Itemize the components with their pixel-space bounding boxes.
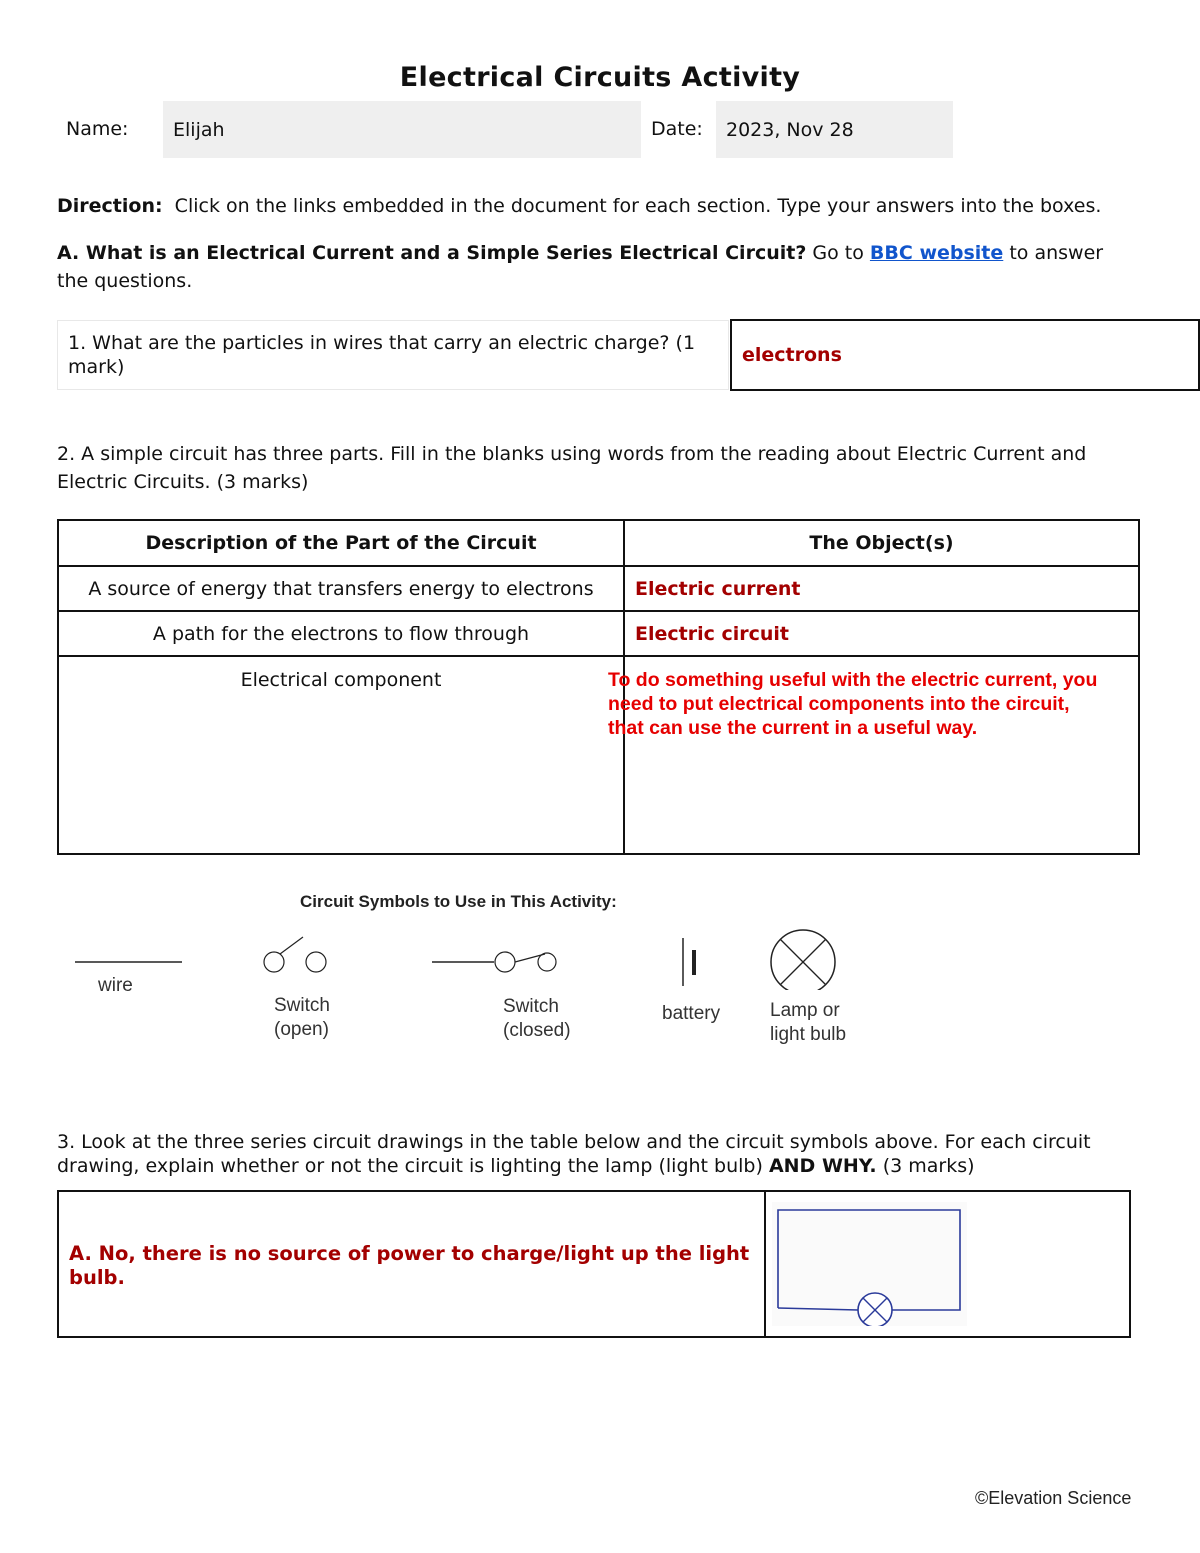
q3-answer-a[interactable]	[69, 1242, 749, 1290]
circuit-drawing-a	[772, 1202, 972, 1326]
name-field[interactable]: Elijah	[163, 101, 641, 158]
section-a-heading: A. What is an Electrical Current and a Simple Series Electrical Circuit?	[57, 242, 807, 264]
date-field[interactable]: 2023, Nov 28	[716, 101, 953, 158]
q3-line2-text: drawing, explain whether or not the circuit is lighting the lamp (light bulb)	[57, 1155, 763, 1177]
switch-open-label-1: Switch	[274, 995, 330, 1016]
lamp-icon	[771, 930, 835, 990]
lamp-label-2: light bulb	[770, 1024, 847, 1045]
q1-line1: 1. What are the particles in wires that carry an electric charge? (1	[68, 332, 696, 354]
q3-table	[57, 1190, 1131, 1338]
switch-open-icon	[264, 937, 326, 972]
table-cell-description: A source of energy that transfers energy to electrons	[58, 566, 624, 611]
switch-closed-label-1: Switch	[503, 996, 559, 1017]
direction-text: Click on the links embedded in the document for each section. Type your answers into the boxes.	[174, 195, 1102, 217]
circuit-symbols-graphic	[60, 920, 860, 990]
table-cell-answer[interactable]: Electric current	[624, 566, 1139, 611]
q3-line2	[57, 1154, 975, 1178]
q3-table-divider	[764, 1192, 766, 1336]
direction-label: Direction:	[57, 195, 163, 217]
q2-line2: Electric Circuits. (3 marks)	[57, 471, 309, 493]
table-row	[58, 566, 1139, 611]
overlay-line: need to put electrical components into the circuit,	[608, 693, 1070, 715]
table-cell-answer[interactable]: Electric circuit	[624, 611, 1139, 656]
lamp-label-1: Lamp or	[770, 1000, 840, 1021]
page-title: Electrical Circuits Activity	[399, 62, 801, 93]
section-a-line1	[57, 239, 1167, 267]
symbols-title: Circuit Symbols to Use in This Activity:	[300, 892, 617, 911]
table-header-object: The Object(s)	[624, 520, 1139, 566]
table-row	[58, 611, 1139, 656]
overlay-line: To do something useful with the electric current, you	[608, 669, 1098, 691]
section-a-goto: Go to	[812, 242, 864, 264]
direction	[57, 192, 1167, 220]
battery-label: battery	[662, 1003, 721, 1024]
name-label: Name:	[66, 118, 129, 140]
lamp-icon	[858, 1293, 892, 1326]
q2-line1: 2. A simple circuit has three parts. Fill in the blanks using words from the reading about Electric Current and	[57, 443, 1087, 465]
q3-line1: 3. Look at the three series circuit drawings in the table below and the circuit symbols above. For each circuit	[57, 1131, 1091, 1153]
q3-answer-a-line1: A. No, there is no source of power to charge/light up the light	[69, 1242, 750, 1265]
table-cell-description: A path for the electrons to flow through	[58, 611, 624, 656]
section-a-after-link: to answer	[1009, 242, 1104, 264]
footer-copyright: ©Elevation Science	[975, 1488, 1132, 1508]
q1-line2: mark)	[68, 356, 125, 378]
overlay-line: that can use the current in a useful way.	[608, 717, 978, 739]
q1-answer: electrons	[742, 344, 842, 366]
q3-marks: (3 marks)	[882, 1155, 975, 1177]
wire-label: wire	[98, 975, 133, 996]
table-header-description: Description of the Part of the Circuit	[58, 520, 624, 566]
q1-answer-box[interactable]	[730, 319, 1200, 391]
switch-closed-label-2: (closed)	[503, 1020, 571, 1041]
battery-icon	[683, 938, 694, 986]
switch-open-label-2: (open)	[274, 1019, 329, 1040]
bbc-website-link[interactable]: BBC website	[869, 242, 1004, 264]
switch-closed-icon	[432, 952, 556, 972]
q3-and-why: AND WHY.	[768, 1155, 877, 1177]
table-cell-description: Electrical component	[58, 656, 624, 854]
component-answer-overlay	[608, 668, 1097, 740]
section-a-line2: the questions.	[57, 270, 193, 292]
date-label: Date:	[651, 118, 703, 140]
q3-answer-a-line2: bulb.	[69, 1266, 125, 1289]
